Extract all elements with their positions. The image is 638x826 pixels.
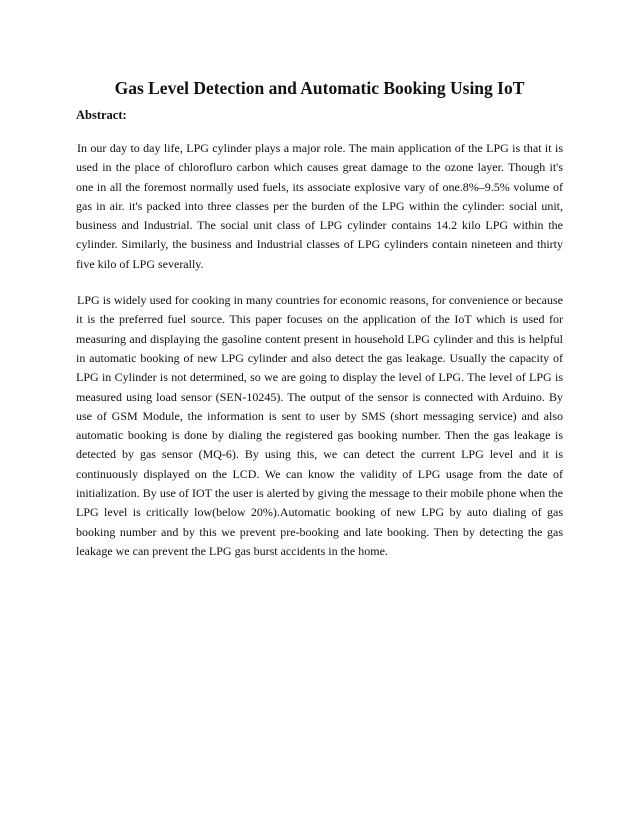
- document-title: Gas Level Detection and Automatic Booking Using IoT: [114, 78, 525, 98]
- abstract-paragraph-1: In our day to day life, LPG cylinder plays a major role. The main application of the LPG is that it is used in the place of chlorofluro carbon which causes great damage to the ozone layer. Though it's one in all the foremost normally used fuels, its associate explosive vary of one.8%–9.5% volume of gas in air. it's packed into three classes per the burden of the LPG within the cylinder: social unit, business and Industrial. The social unit class of LPG cylinder contains 14.2 kilo LPG within the cylinder. Similarly, the business and Industrial classes of LPG cylinders contain nineteen and thirty five kilo of LPG severally.: [76, 141, 563, 271]
- abstract-heading: Abstract:: [76, 108, 127, 122]
- document-page: [76, 76, 563, 561]
- abstract-paragraph-2: LPG is widely used for cooking in many countries for economic reasons, for convenience or because it is the preferred fuel source. This paper focuses on the application of the IoT which is used for measuring and displaying the gasoline content present in household LPG cylinder and this is helpful in automatic booking of new LPG cylinder and also detect the gas leakage. Usually the capacity of LPG in Cylinder is not determined, so we are going to display the level of LPG. The level of LPG is measured using load sensor (SEN-10245). The output of the sensor is connected with Arduino. By use of GSM Module, the information is sent to user by SMS (short messaging service) and also automatic booking is done by dialing the registered gas booking number. Then the gas leakage is detected by gas sensor (MQ-6). By using this, we can detect the current LPG level and it is continuously displayed on the LCD. We can know the validity of LPG usage from the date of initialization. By use of IOT the user is alerted by giving the message to their mobile phone when the LPG level is critically low(below 20%).Automatic booking of new LPG by auto dialing of gas booking number and by this we prevent pre-booking and late booking. Then by detecting the gas leakage we can prevent the LPG gas burst accidents in the home.: [76, 293, 563, 558]
